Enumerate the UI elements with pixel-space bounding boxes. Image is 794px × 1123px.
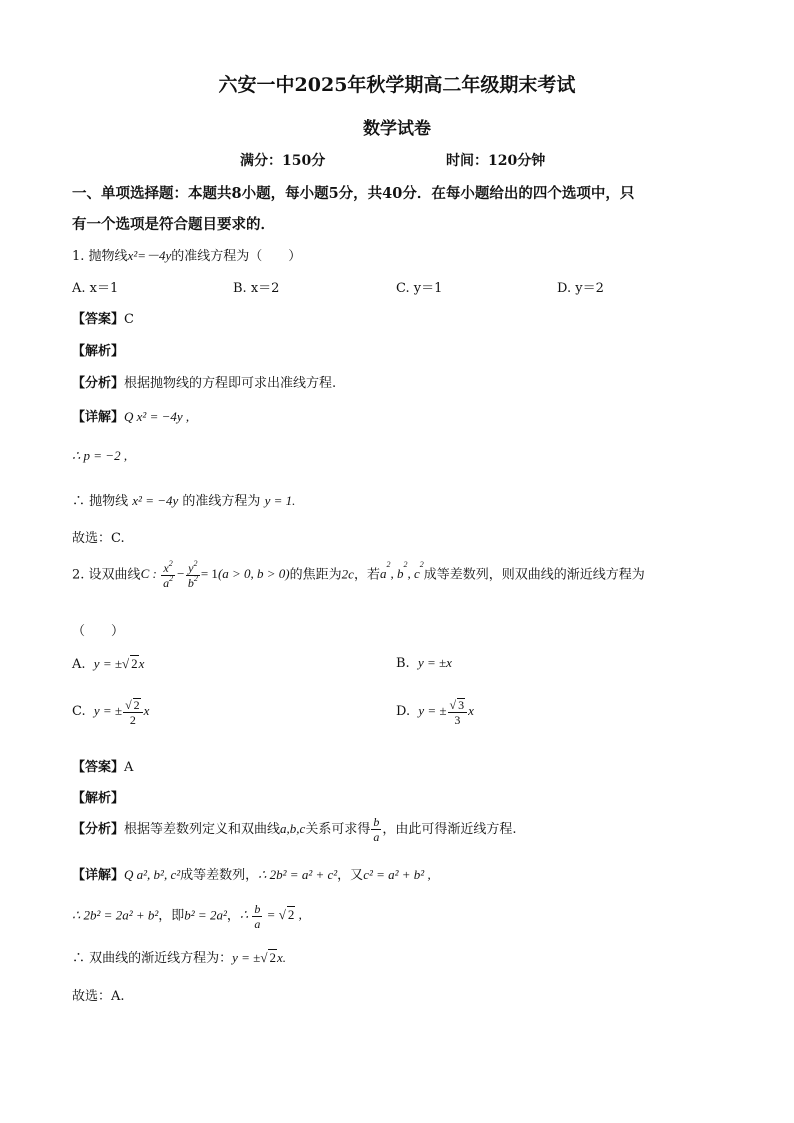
q2-option-d [396,698,474,726]
q1-step3-prefix: ∴ 抛物线 [72,494,129,509]
q2-stem-part-e: 成等差数列，则双曲线的渐近线方程为 [423,567,645,583]
q2-conclusion: 故选：A. [72,989,125,1004]
q2-step3-a: ∴ 双曲线的渐近线方程为： [72,951,233,966]
q1-fenxi-tag: 【分析】 [72,376,125,391]
q2-option-d-label: D. [396,703,411,719]
q2-option-a-label: A. [72,657,86,672]
q1-stem [72,245,301,264]
q2-stem [72,559,645,590]
q2-paren: （ ） [72,624,125,639]
q2-fenxi-part-c: 关系可求得 [305,822,371,837]
q2-step1-a: Q a², b², c² [124,867,181,882]
q2-answer-tag: 【答案】 [72,760,125,775]
q2-step1-c: ∴ 2b² = a² + c² [258,867,338,882]
q2-option-a-expr: y = ±√ 2x [93,656,145,671]
q2-step2-c: b² = 2a² [184,907,227,923]
q1-fenxi [72,372,336,391]
q1-stem-prefix: 1. 抛物线 [72,249,128,264]
q1-fenxi-text: 根据抛物线的方程即可求出准线方程. [124,376,337,391]
q2-option-b-expr: y = ±x [417,655,452,670]
q2-stem-part-a: 设双曲线 [88,567,141,583]
exam-time: 时间：120分钟 [446,153,546,169]
q2-step2 [72,903,302,930]
q1-stem-equation: x²=－4y [127,248,172,263]
q2-analysis-tag: 【解析】 [72,791,125,806]
q2-step2-a: ∴ 2b² = 2a² + b² [72,907,159,923]
section-heading-line2: 有一个选项是符合题目要求的． [72,216,275,233]
q1-detail-tag: 【详解】 [72,410,125,425]
q1-conclusion: 故选：C. [72,531,125,546]
q2-sequence-terms: $a^2$, $b^2$, $c^2$ [379,560,424,582]
q1-step1: Q x² = −4y , [124,409,190,424]
section-heading-line1: 一、单项选择题：本题共8小题，每小题5分，共40分．在每小题给出的四个选项中，只 [72,185,635,202]
q2-detail [72,864,431,883]
q1-option-b: B. x＝2 [233,281,280,296]
q2-fenxi-part-d: ，由此可得渐近线方程. [382,822,517,837]
q1-analysis-tag: 【解析】 [72,344,125,359]
q2-step3 [72,947,286,966]
q2-option-c [72,698,149,726]
q1-detail [72,406,189,425]
q2-option-c-expr: y = ± $\frac{√ 2}{2}$ x [93,698,150,727]
q2-fenxi [72,816,516,843]
q2-detail-tag: 【详解】 [72,868,125,883]
q1-answer [72,308,134,327]
q2-number: 2. [72,567,85,583]
full-score: 满分：150分 [240,153,326,169]
q2-step2-d: ， [226,908,240,924]
q1-step3 [72,490,295,509]
q2-step2-b: ，即 [158,908,185,924]
q1-option-c: C. y＝1 [396,281,443,296]
q2-stem-part-b: 的焦距为 [289,567,342,583]
q2-focal-distance: 2c [341,566,354,582]
q2-step1-e: c² = a² + b² , [363,867,431,882]
q2-step2-e: ∴ $\frac{b}{a}$ = √ 2 , [239,902,302,931]
q1-step3-answer: y = 1. [264,493,296,508]
q1-answer-tag: 【答案】 [72,312,125,327]
q2-step1-b: 成等差数列， [180,868,259,883]
q2-step1-d: ，又 [337,868,364,883]
q2-option-d-expr: y = ± $\frac{√ 3}{3}$ x [418,698,474,727]
q2-fenxi-part-b: a,b,c [280,821,306,836]
q1-step3-mid: 的准线方程为 [182,494,261,509]
q2-answer [72,756,133,775]
q1-step3-equation: x² = −4y [132,493,179,508]
q2-stem-part-d: ，若 [353,567,380,583]
q2-step3-b: y = ±√ 2x. [232,950,286,965]
q2-option-c-label: C. [72,703,86,719]
q2-hyperbola-equation: C : $\frac{x^2}{a^2}$ − $\frac{y^2}{b^2}$ = 1(a > 0, b > 0) [140,559,290,590]
q1-step2: ∴ p = −2 , [72,448,128,463]
q2-fenxi-tag: 【分析】 [72,822,125,837]
q2-option-a [72,655,144,672]
q2-fenxi-ratio: $\frac{b}{a}$ [373,815,380,844]
q1-answer-value: C [124,312,134,327]
q2-fenxi-part-a: 根据等差数列定义和双曲线 [124,822,281,837]
q2-option-b-label: B. [396,656,410,671]
q2-answer-value: A [124,760,134,775]
q1-option-a: A. x＝1 [72,281,119,296]
q1-option-d: D. y＝2 [557,281,604,296]
exam-title: 六安一中2025年秋学期高二年级期末考试 [218,74,576,96]
q2-option-b [396,655,452,671]
q1-stem-suffix: 的准线方程为（ ） [171,249,302,264]
exam-subtitle: 数学试卷 [363,119,431,139]
